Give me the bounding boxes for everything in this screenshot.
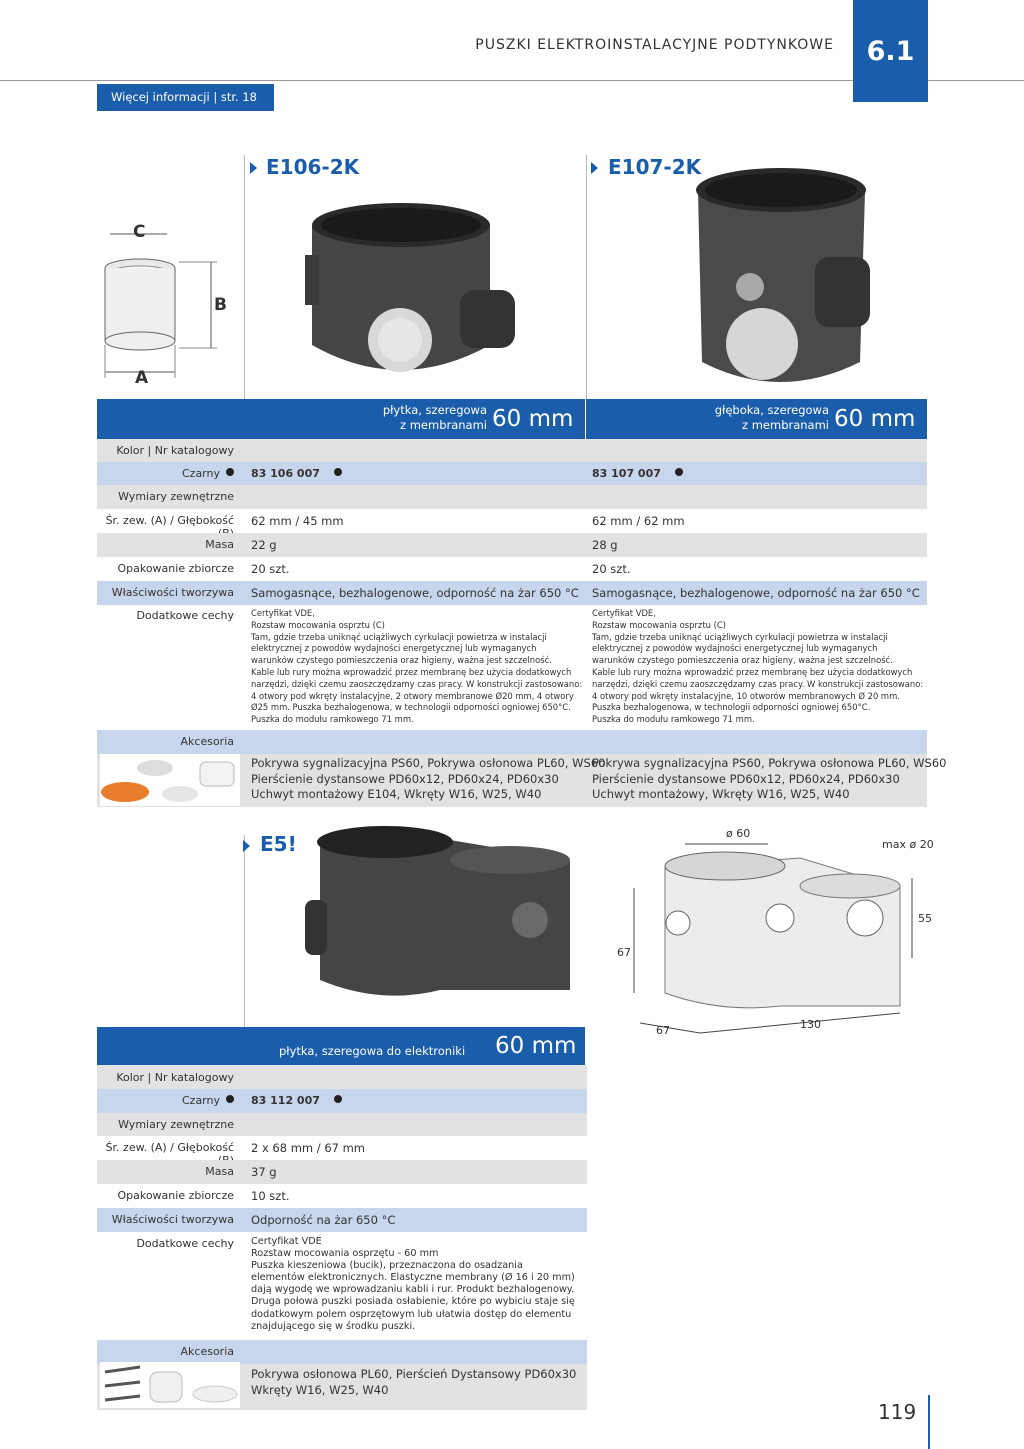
label-akces: Akcesoria [180, 1345, 234, 1358]
row-dodat [97, 605, 927, 730]
row-opak [97, 557, 927, 581]
cat-e106-text: 83 106 007 [251, 467, 320, 480]
arrow-icon [591, 162, 598, 174]
row-akces [97, 1340, 587, 1364]
row-akces [97, 730, 927, 754]
row-masa [97, 1160, 587, 1184]
row-dodat [97, 1232, 587, 1340]
black-dot-icon [226, 468, 234, 476]
product-name-e5: E5! [260, 832, 297, 856]
row-wymiary [97, 485, 927, 509]
drawing-label-130: 130 [800, 1018, 821, 1031]
product-image-e5 [300, 820, 580, 1010]
acc-e5: Pokrywa osłonowa PL60, Pierścień Dystansowy PD60x30 Wkręty W16, W25, W40 [251, 1367, 577, 1397]
accessories-image-top [100, 754, 240, 806]
black-dot-icon [334, 468, 342, 476]
label-masa: Masa [205, 538, 234, 551]
column-divider [585, 399, 586, 439]
dim-label-b: B [214, 295, 227, 315]
cat-e107-text: 83 107 007 [592, 467, 661, 480]
pack-e106: 20 szt. [251, 562, 290, 576]
header-subtitle-e5: płytka, szeregowa do elektroniki [279, 1044, 466, 1058]
features-e5: Certyfikat VDE Rozstaw mocowania osprzętu - 60 mm Puszka kieszeniowa (bucik), przeznaczona do osadzania elementów elektronicznych. Elastyczne membrany (Ø 16 i 20 mm) dają wygodę we wprowadzaniu kabli i rur. Produkt bezhalogenowy. Druga połowa puszki posiada osłabienie, które po wybiciu staje się dodatkowym polem osprzętowym lub ułatwia dostęp do elementu znajdującego się w środku puszki. [251, 1236, 575, 1332]
label-czarny [97, 1094, 242, 1107]
label-czarny-text: Czarny [181, 1094, 220, 1107]
page-number-bar [928, 1395, 930, 1449]
row-kolor [97, 1065, 587, 1089]
page-number: 119 [878, 1400, 917, 1424]
row-dims [97, 509, 927, 533]
acc-e107: Pokrywa sygnalizacyjna PS60, Pokrywa osłonowa PL60, WS60 Pierścienie dystansowe PD60x12, PD60x24, PD60x30 Uchwyt montażowy, Wkręty W16, W25, W40 [592, 756, 947, 801]
accessories-image-bottom [100, 1362, 240, 1408]
row-opak [97, 1184, 587, 1208]
label-dodat: Dodatkowe cechy [136, 609, 234, 622]
row-czarny [97, 462, 927, 485]
cat-e5-text: 83 112 007 [251, 1094, 320, 1107]
row-wlasc [97, 581, 927, 605]
black-dot-icon [334, 1095, 342, 1103]
features-e106: Certyfikat VDE, Rozstaw mocowania osprztu (C) Tam, gdzie trzeba uniknąć uciążliwych cyrkulacji powietrza w instalacji elektrycznej z powodów wydajności energetycznej lub wymaganych warunków czystego pomieszczenia oraz higieny, ważna jest szczelność. Kable lub rury można wprowadzić przez membranę bez użycia dodatkowych narzędzi, dzięki czemu zaoszczędzamy czas pracy. W konstrukcji zastosowano: 4 otwory pod wkręty instalacyjne, 2 otwory membranowe Ø20 mm, 4 otwory Ø25 mm. Puszka bezhalogenowa, w technologii odporności ogniowej 650°C. Puszka do modułu ramkowego 71 mm. [251, 608, 583, 725]
label-opak: Opakowanie zbiorcze [117, 1189, 234, 1202]
label-wlasc: Właściwości tworzywa [111, 586, 234, 599]
product-name-e107: E107-2K [608, 155, 702, 179]
mass-e5: 37 g [251, 1165, 277, 1179]
technical-drawing [600, 828, 930, 1040]
label-opak: Opakowanie zbiorcze [117, 562, 234, 575]
drawing-label-max20: max ø 20 [882, 838, 934, 851]
spec-table-top [97, 399, 947, 809]
cat-e106 [251, 467, 342, 480]
pack-e107: 20 szt. [592, 562, 631, 576]
dim-label-c: C [133, 222, 146, 242]
header-subtitle-e107: głęboka, szeregowa z membranami [714, 403, 829, 432]
header-size-e107: 60 mm [834, 406, 916, 432]
chapter-title: PUSZKI ELEKTROINSTALACYJNE PODTYNKOWE [475, 37, 834, 53]
label-kolor: Kolor | Nr katalogowy [116, 444, 234, 457]
label-wymiary: Wymiary zewnętrzne [118, 490, 234, 503]
label-kolor: Kolor | Nr katalogowy [116, 1071, 234, 1084]
more-info-link[interactable]: Więcej informacji | str. 18 [97, 84, 274, 111]
header-size-e5: 60 mm [495, 1033, 577, 1059]
row-kolor [97, 439, 927, 462]
label-czarny-text: Czarny [181, 467, 220, 480]
row-wymiary [97, 1113, 587, 1136]
dims-e5: 2 x 68 mm / 67 mm [251, 1141, 366, 1155]
header-subtitle-e106: płytka, szeregowa z membranami [382, 403, 487, 432]
label-dodat: Dodatkowe cechy [136, 1237, 234, 1250]
row-dims [97, 1136, 587, 1160]
black-dot-icon [675, 468, 683, 476]
drawing-label-d60: ø 60 [726, 827, 751, 840]
drawing-label-67-width: 67 [656, 1024, 670, 1037]
label-masa: Masa [205, 1165, 234, 1178]
arrow-icon [243, 840, 250, 852]
section-badge: 6.1 [853, 0, 928, 102]
acc-e106: Pokrywa sygnalizacyjna PS60, Pokrywa osłonowa PL60, WS60 Pierścienie dystansowe PD60x12, PD60x24, PD60x30 Uchwyt montażowy E104, Wkręty W16, W25, W40 [251, 756, 606, 801]
mass-e106: 22 g [251, 538, 277, 552]
dims-e107: 62 mm / 62 mm [592, 514, 685, 528]
drawing-label-55: 55 [918, 912, 932, 925]
arrow-icon [250, 162, 257, 174]
label-czarny [97, 467, 242, 480]
cat-e5 [251, 1094, 342, 1107]
row-masa [97, 533, 927, 557]
material-e5: Odporność na żar 650 °C [251, 1213, 396, 1227]
dim-label-a: A [135, 368, 149, 388]
pack-e5: 10 szt. [251, 1189, 290, 1203]
drawing-label-67-height: 67 [617, 946, 631, 959]
features-e107: Certyfikat VDE, Rozstaw mocowania osprztu (C) Tam, gdzie trzeba uniknąć uciążliwych cyrkulacji powietrza w instalacji elektrycznej z powodów wydajności energetycznej lub wymaganych warunków czystego pomieszczenia oraz higieny, ważna jest szczelność. Kable lub rury można wprowadzić przez membranę bez użycia dodatkowych narzędzi, dzięki czemu zaoszczędzamy czas pracy. W konstrukcji zastosowano: 4 otwory pod wkręty instalacyjne, 10 otworów membranowych Ø 20 mm. Puszka bezhalogenowa, w technologii odporności ogniowej 650°C. Puszka do modułu ramkowego 71 mm. [592, 608, 924, 725]
spec-table-bottom [97, 1027, 587, 1410]
header-size-e106: 60 mm [492, 406, 574, 432]
product-name-e106: E106-2K [266, 155, 360, 179]
label-sr: Śr. zew. (A) / Głębokość [105, 1141, 234, 1154]
material-e106: Samogasnące, bezhalogenowe, odporność na żar 650 °C [251, 586, 579, 600]
product-image-e106 [300, 195, 530, 395]
dims-e106: 62 mm / 45 mm [251, 514, 344, 528]
row-czarny [97, 1089, 587, 1113]
label-sr: Śr. zew. (A) / Głębokość [105, 514, 234, 527]
row-wlasc [97, 1208, 587, 1232]
label-akces: Akcesoria [180, 735, 234, 748]
label-wymiary: Wymiary zewnętrzne [118, 1118, 234, 1131]
mass-e107: 28 g [592, 538, 618, 552]
cat-e107 [592, 467, 683, 480]
black-dot-icon [226, 1095, 234, 1103]
product-image-e107 [690, 162, 880, 392]
label-wlasc: Właściwości tworzywa [111, 1213, 234, 1226]
material-e107: Samogasnące, bezhalogenowe, odporność na żar 650 °C [592, 586, 920, 600]
